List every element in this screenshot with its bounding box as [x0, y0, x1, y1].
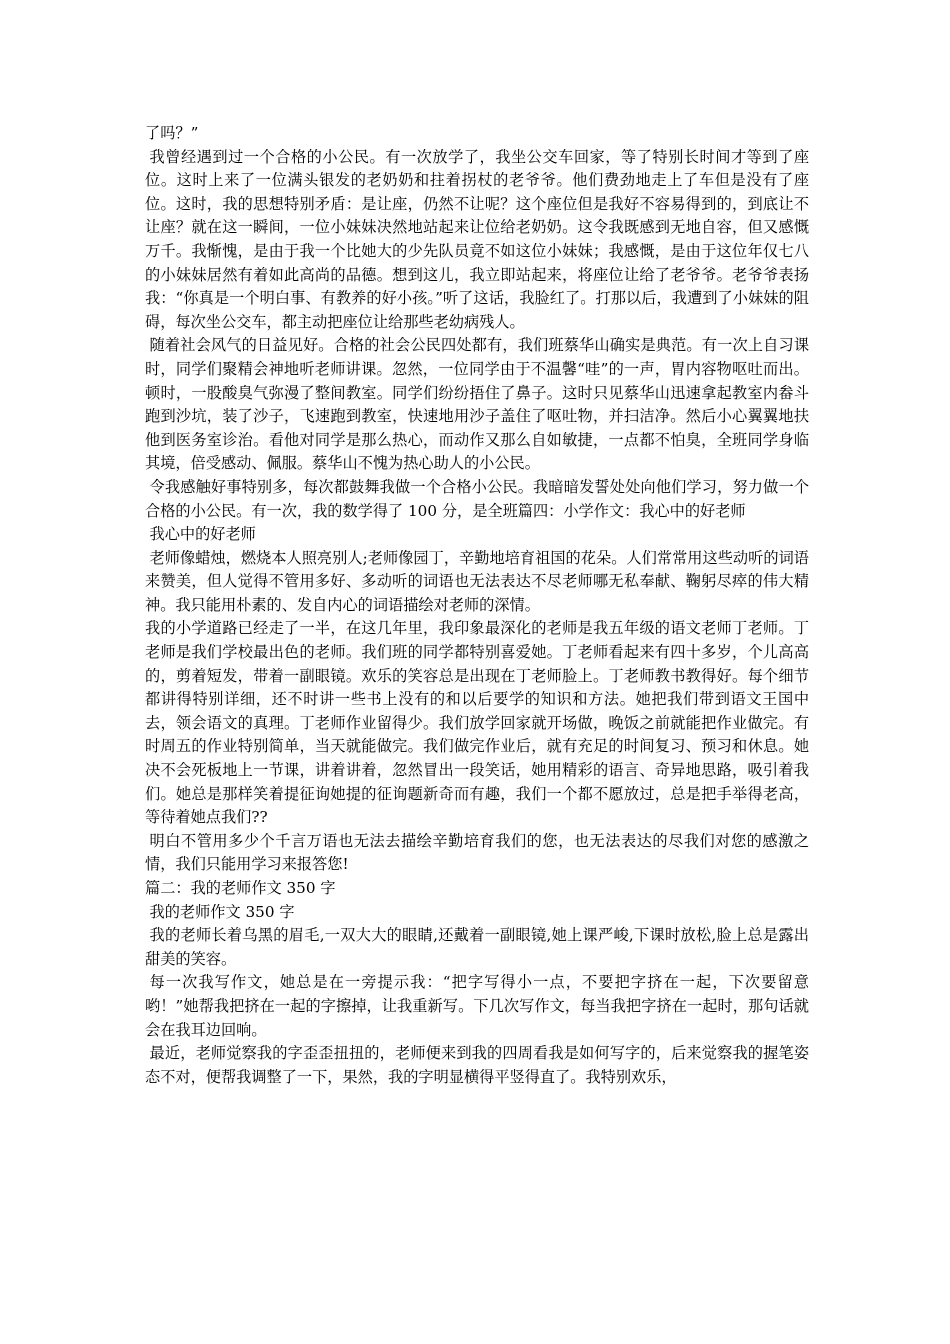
paragraph: 随着社会风气的日益见好。合格的社会公民四处都有，我们班蔡华山确实是典范。有一次上自习课时，同学们聚精会神地听老师讲课。忽然，一位同学由于不温馨“哇”的一声，胃内容物呕吐而出。顿时，一股酸臭气弥漫了整间教室。同学们纷纷捂住了鼻子。这时只见蔡华山迅速拿起教室内畚斗跑到沙坑，装了沙子，飞速跑到教室，快速地用沙子盖住了呕吐物，并扫洁净。然后小心翼翼地扶他到医务室诊治。看他对同学是那么热心，而动作又那么自如敏捷，一点都不怕臭，全班同学身临其境，倍受感动、佩服。蔡华山不愧为热心助人的小公民。	[145, 336, 809, 473]
section-heading: 我的老师作文 350 字	[149, 902, 295, 921]
document-body	[145, 122, 809, 1089]
paragraph: 老师像蜡烛，燃烧本人照亮别人;老师像园丁，辛勤地培育祖国的花朵。人们常常用这些动听的词语来赞美，但人觉得不管用多好、多动听的词语也无法表达不尽老师哪无私奉献、鞠躬尽瘁的伟大精神。我只能用朴素的、发自内心的词语描绘对老师的深情。	[145, 548, 809, 614]
section-heading: 篇二：我的老师作文 350 字	[145, 879, 336, 897]
paragraph: 了吗？”	[145, 124, 199, 142]
paragraph: 我的老师长着乌黑的眉毛,一双大大的眼睛,还戴着一副眼镜,她上课严峻,下课时放松,脸上总是露出甜美的笑容。	[145, 926, 809, 968]
section-heading: 我心中的好老师	[149, 525, 256, 544]
paragraph: 我的小学道路已经走了一半，在这几年里，我印象最深化的老师是我五年级的语文老师丁老师。丁老师是我们学校最出色的老师。我们班的同学都特别喜爱她。丁老师看起来有四十多岁，个儿高高的，剪着短发，带着一副眼镜。欢乐的笑容总是出现在丁老师脸上。丁老师教书教得好。每个细节都讲得特别详细，还不时讲一些书上没有的和以后要学的知识和方法。她把我们带到语文王国中去，领会语文的真理。丁老师作业留得少。我们放学回家就开场做，晚饭之前就能把作业做完。有时周五的作业特别简单，当天就能做完。我们做完作业后，就有充足的时间复习、预习和休息。她决不会死板地上一节课，讲着讲着，忽然冒出一段笑话，她用精彩的语言、奇异地思路，吸引着我们。她总是那样笑着提征询她提的征询题新奇而有趣，我们一个都不愿放过，总是把手举得老高，等待着她点我们??	[145, 619, 809, 827]
paragraph: 每一次我写作文，她总是在一旁提示我：“把字写得小一点，不要把字挤在一起，下次要留意哟！”她帮我把挤在一起的字擦掉，让我重新写。下几次写作文，每当我把字挤在一起时，那句话就会在我耳边回响。	[145, 973, 809, 1039]
paragraph: 我曾经遇到过一个合格的小公民。有一次放学了，我坐公交车回家，等了特别长时间才等到了座位。这时上来了一位满头银发的老奶奶和拄着拐杖的老爷爷。他们费劲地走上了车但是没有了座位。这时，我的思想特别矛盾：是让座，仍然不让呢？这个座位但是我好不容易得到的，到底让不让座？就在这一瞬间，一位小妹妹决然地站起来让位给老奶奶。这令我既感到无地自容，但又感慨万千。我惭愧，是由于我一个比她大的少先队员竟不如这位小妹妹；我感慨，是由于这位年仅七八的小妹妹居然有着如此高尚的品德。想到这儿，我立即站起来，将座位让给了老爷爷。老爷爷表扬我：“你真是一个明白事、有教养的好小孩。”听了这话，我脸红了。打那以后，我遭到了小妹妹的阻碍，每次坐公交车，都主动把座位让给那些老幼病残人。	[145, 147, 809, 331]
paragraph: 最近，老师觉察我的字歪歪扭扭的，老师便来到我的四周看我是如何写字的，后来觉察我的握笔姿态不对，便帮我调整了一下，果然，我的字明显横得平竖得直了。我特别欢乐，	[145, 1044, 809, 1086]
paragraph: 明白不管用多少个千言万语也无法去描绘辛勤培育我们的您，也无法表达的尽我们对您的感激之情，我们只能用学习来报答您!	[145, 831, 809, 874]
paragraph: 令我感触好事特别多，每次都鼓舞我做一个合格小公民。我暗暗发誓处处向他们学习，努力做一个合格的小公民。有一次，我的数学得了 100 分，是全班篇四：小学作文：我心中的好老师	[145, 477, 809, 520]
